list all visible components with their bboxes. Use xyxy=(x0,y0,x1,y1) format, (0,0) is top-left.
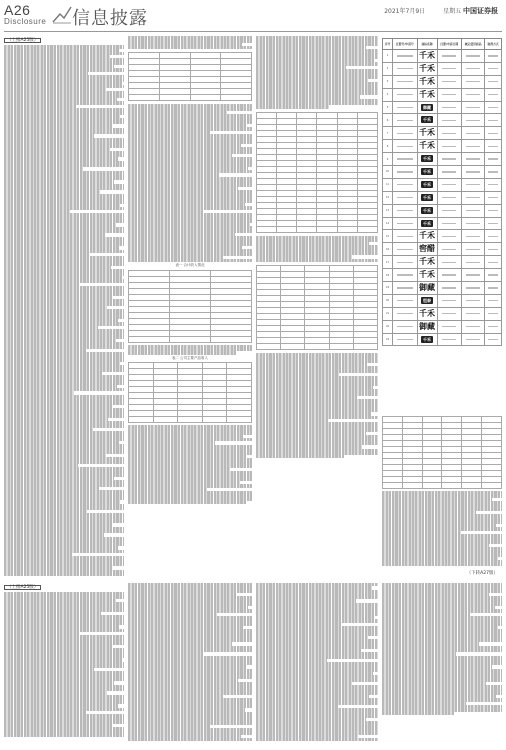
trademark-cell xyxy=(461,230,484,243)
trademark-mark: 千禾 xyxy=(419,89,436,99)
trademark-logo xyxy=(417,50,437,63)
trademark-logo xyxy=(417,294,437,307)
trademark-cell xyxy=(437,333,461,346)
trademark-logo xyxy=(417,243,437,256)
trademark-mark: 千禾 xyxy=(423,117,432,123)
trademark-reg-no xyxy=(393,333,417,346)
masthead xyxy=(384,6,498,16)
trademark-reg-no xyxy=(393,320,417,333)
trademark-row-no: 5 xyxy=(383,101,393,114)
text-column-2 xyxy=(128,36,252,576)
trademark-row-no: 6 xyxy=(383,114,393,127)
trademark-cell xyxy=(485,178,502,191)
trademark-row xyxy=(383,256,502,269)
trademark-reg-no xyxy=(393,166,417,179)
trademark-row-no: 10 xyxy=(383,166,393,179)
trademark-mark: 恒泰 xyxy=(423,297,432,303)
trademark-row-no: 4 xyxy=(383,88,393,101)
trademark-row-no: 1 xyxy=(383,50,393,63)
trademark-cell xyxy=(461,153,484,166)
trademark-cell xyxy=(485,282,502,295)
trademark-reg-no xyxy=(393,101,417,114)
trademark-mark: 千禾 xyxy=(423,336,432,342)
trademark-logo xyxy=(417,62,437,75)
trademark-row-no: 3 xyxy=(383,75,393,88)
lower-column-3 xyxy=(256,583,378,743)
trademark-row-no: 17 xyxy=(383,256,393,269)
trademark-row-no: 16 xyxy=(383,243,393,256)
trademark-row xyxy=(383,243,502,256)
data-table-4 xyxy=(256,112,378,233)
trademark-cell xyxy=(461,282,484,295)
trademark-cell xyxy=(437,191,461,204)
trademark-reg-no xyxy=(393,294,417,307)
trademark-logo xyxy=(417,153,437,166)
trademark-logo xyxy=(417,166,437,179)
trademark-cell xyxy=(437,62,461,75)
trademark-row-no: 2 xyxy=(383,62,393,75)
trademark-mark: 千禾 xyxy=(419,257,436,267)
trademark-mark: 千禾 xyxy=(423,194,432,200)
lower-column-1 xyxy=(4,583,124,743)
trademark-cell xyxy=(437,114,461,127)
trademark-row-no: 22 xyxy=(383,320,393,333)
trademark-row xyxy=(383,178,502,191)
trademark-cell xyxy=(485,217,502,230)
trademark-cell xyxy=(485,140,502,153)
trademark-cell xyxy=(485,204,502,217)
trademark-reg-no xyxy=(393,230,417,243)
trademark-mark: 千禾 xyxy=(419,76,436,86)
trademark-row-no: 20 xyxy=(383,294,393,307)
trademark-mark: 千禾 xyxy=(419,231,436,241)
trademark-cell xyxy=(485,256,502,269)
trademark-cell xyxy=(461,127,484,140)
lower-column-2 xyxy=(128,583,252,743)
trademark-reg-no xyxy=(393,114,417,127)
trademark-cell xyxy=(485,269,502,282)
trademark-cell xyxy=(485,50,502,63)
trademark-logo xyxy=(417,204,437,217)
trademark-logo xyxy=(417,191,437,204)
trademark-row xyxy=(383,114,502,127)
trademark-reg-no xyxy=(393,75,417,88)
table-title-1: 表一 合计收入情况 xyxy=(175,263,205,268)
trademark-row xyxy=(383,166,502,179)
trademark-cell xyxy=(437,204,461,217)
trademark-row xyxy=(383,320,502,333)
trademark-cell xyxy=(461,140,484,153)
trademark-logo xyxy=(417,114,437,127)
trademark-cell xyxy=(437,217,461,230)
header-rule xyxy=(4,31,502,32)
trademark-row-no: 21 xyxy=(383,307,393,320)
continued-to-label: （下转A27版） xyxy=(466,571,498,576)
trademark-row xyxy=(383,333,502,346)
page-header xyxy=(0,0,506,30)
trademark-mark: 千禾 xyxy=(423,207,432,213)
trademark-mark: 千禾 xyxy=(419,128,436,138)
trademark-cell xyxy=(437,256,461,269)
issue-date: 2021年7月9日 xyxy=(384,8,426,15)
trademark-cell xyxy=(485,114,502,127)
trademark-reg-no xyxy=(393,178,417,191)
trademark-cell xyxy=(485,88,502,101)
trademark-cell xyxy=(437,282,461,295)
trademark-cell xyxy=(437,294,461,307)
data-table-5 xyxy=(256,265,378,350)
trademark-row xyxy=(383,191,502,204)
trademark-logo xyxy=(417,256,437,269)
trademark-logo xyxy=(417,333,437,346)
trademark-logo xyxy=(417,127,437,140)
trademark-cell xyxy=(461,256,484,269)
col-header-mark: 商标名称 xyxy=(417,39,437,50)
trademark-row xyxy=(383,127,502,140)
trademark-reg-no xyxy=(393,269,417,282)
continued-from-label: （上接A25版） xyxy=(4,38,41,43)
text-column-4-lower xyxy=(382,414,502,566)
trademark-row xyxy=(383,230,502,243)
trademark-logo xyxy=(417,307,437,320)
trademark-cell xyxy=(485,243,502,256)
page-number: A26 xyxy=(4,2,31,18)
trademark-cell xyxy=(485,307,502,320)
trademark-row xyxy=(383,75,502,88)
trademark-cell xyxy=(485,153,502,166)
trend-line-icon xyxy=(52,4,72,24)
trademark-cell xyxy=(461,114,484,127)
trademark-reg-no xyxy=(393,50,417,63)
trademark-logo xyxy=(417,88,437,101)
section-title: 信息披露 xyxy=(72,8,148,29)
trademark-row xyxy=(383,50,502,63)
trademark-cell xyxy=(461,217,484,230)
data-table-1 xyxy=(128,52,252,101)
trademark-logo xyxy=(417,101,437,114)
trademark-mark: 千禾 xyxy=(419,141,436,151)
trademark-cell xyxy=(437,178,461,191)
col-header-date: 注册/申请日期 xyxy=(437,39,461,50)
trademark-cell xyxy=(437,269,461,282)
trademark-mark: 千禾 xyxy=(423,220,432,226)
trademark-row-no: 13 xyxy=(383,204,393,217)
data-table-6 xyxy=(382,416,502,489)
trademark-logo xyxy=(417,217,437,230)
trademark-cell xyxy=(485,294,502,307)
trademark-cell xyxy=(485,191,502,204)
trademark-cell xyxy=(461,178,484,191)
trademark-cell xyxy=(461,62,484,75)
trademark-row xyxy=(383,269,502,282)
paper-name: 中国证券报 xyxy=(463,6,498,15)
trademark-cell xyxy=(461,307,484,320)
trademark-reg-no xyxy=(393,140,417,153)
trademark-reg-no xyxy=(393,62,417,75)
trademark-row-no: 8 xyxy=(383,140,393,153)
trademark-cell xyxy=(437,230,461,243)
trademark-row xyxy=(383,294,502,307)
trademark-row xyxy=(383,282,502,295)
trademark-cell xyxy=(437,88,461,101)
trademark-mark: 千禾 xyxy=(419,308,436,318)
trademark-row xyxy=(383,101,502,114)
trademark-row-no: 23 xyxy=(383,333,393,346)
trademark-logo xyxy=(417,140,437,153)
trademark-row-no: 12 xyxy=(383,191,393,204)
trademark-cell xyxy=(485,230,502,243)
trademark-row-no: 9 xyxy=(383,153,393,166)
trademark-reg-no xyxy=(393,217,417,230)
trademark-reg-no xyxy=(393,191,417,204)
trademark-cell xyxy=(461,191,484,204)
trademark-reg-no xyxy=(393,282,417,295)
trademark-row xyxy=(383,140,502,153)
trademark-cell xyxy=(437,140,461,153)
trademark-row xyxy=(383,307,502,320)
table-title-2: 表二 公司主要产品收入 xyxy=(171,355,209,360)
trademark-row xyxy=(383,204,502,217)
trademark-mark: 千禾 xyxy=(419,270,436,280)
trademark-cell xyxy=(437,166,461,179)
trademark-cell xyxy=(461,166,484,179)
lower-column-4 xyxy=(382,583,502,733)
trademark-cell xyxy=(461,243,484,256)
trademark-reg-no xyxy=(393,88,417,101)
trademark-mark: 千禾 xyxy=(419,50,436,60)
trademark-cell xyxy=(461,333,484,346)
data-table-3 xyxy=(128,362,252,423)
trademark-mark: 千禾 xyxy=(423,156,432,162)
trademark-cell xyxy=(437,307,461,320)
trademark-row-no: 18 xyxy=(383,269,393,282)
trademark-cell xyxy=(485,101,502,114)
trademark-cell xyxy=(461,294,484,307)
trademark-cell xyxy=(461,75,484,88)
trademark-cell xyxy=(461,269,484,282)
trademark-cell xyxy=(437,153,461,166)
col-header-source: 取得方式 xyxy=(485,39,502,50)
trademark-row-no: 11 xyxy=(383,178,393,191)
trademark-reg-no xyxy=(393,256,417,269)
trademark-cell xyxy=(437,243,461,256)
text-column-1 xyxy=(4,36,124,576)
trademark-cell xyxy=(437,75,461,88)
trademark-row xyxy=(383,217,502,230)
trademark-cell xyxy=(437,50,461,63)
col-header-reg-no: 注册号/申请号 xyxy=(393,39,417,50)
trademark-cell xyxy=(461,101,484,114)
trademark-row xyxy=(383,88,502,101)
col-header-goods: 核定使用商品 xyxy=(461,39,484,50)
trademark-row-no: 7 xyxy=(383,127,393,140)
trademark-cell xyxy=(485,166,502,179)
trademark-mark: 千禾 xyxy=(423,181,432,187)
trademark-cell xyxy=(485,127,502,140)
trademark-mark: 千禾 xyxy=(419,63,436,73)
trademark-logo xyxy=(417,320,437,333)
trademark-cell xyxy=(461,88,484,101)
section-en: Disclosure xyxy=(4,17,47,26)
trademark-reg-no xyxy=(393,243,417,256)
trademark-reg-no xyxy=(393,204,417,217)
text-column-3 xyxy=(256,36,378,576)
trademark-row-no: 15 xyxy=(383,230,393,243)
trademark-row xyxy=(383,62,502,75)
issue-day: 星期五 xyxy=(443,8,462,15)
trademark-logo xyxy=(417,269,437,282)
trademark-row-no: 19 xyxy=(383,282,393,295)
trademark-reg-no xyxy=(393,307,417,320)
trademark-reg-no xyxy=(393,153,417,166)
trademark-mark: 千禾 xyxy=(423,168,432,174)
trademark-cell xyxy=(485,333,502,346)
trademark-cell xyxy=(461,320,484,333)
trademark-mark: 御藏 xyxy=(423,104,432,110)
trademark-mark: 御藏 xyxy=(419,282,436,292)
trademark-cell xyxy=(461,50,484,63)
continued-from-label-lower: （上接A25版） xyxy=(4,585,41,590)
trademark-cell xyxy=(437,127,461,140)
trademark-cell xyxy=(485,75,502,88)
trademark-table xyxy=(382,38,502,346)
trademark-mark: 窖醋 xyxy=(419,244,436,254)
trademark-mark: 御藏 xyxy=(419,321,436,331)
trademark-cell xyxy=(437,101,461,114)
trademark-row-no: 14 xyxy=(383,217,393,230)
col-header-no: 序号 xyxy=(383,39,393,50)
trademark-reg-no xyxy=(393,127,417,140)
trademark-logo xyxy=(417,282,437,295)
trademark-cell xyxy=(437,320,461,333)
trademark-row xyxy=(383,153,502,166)
trademark-logo xyxy=(417,230,437,243)
trademark-cell xyxy=(485,320,502,333)
trademark-logo xyxy=(417,178,437,191)
trademark-logo xyxy=(417,75,437,88)
trademark-cell xyxy=(461,204,484,217)
data-table-2 xyxy=(128,270,252,343)
trademark-cell xyxy=(485,62,502,75)
